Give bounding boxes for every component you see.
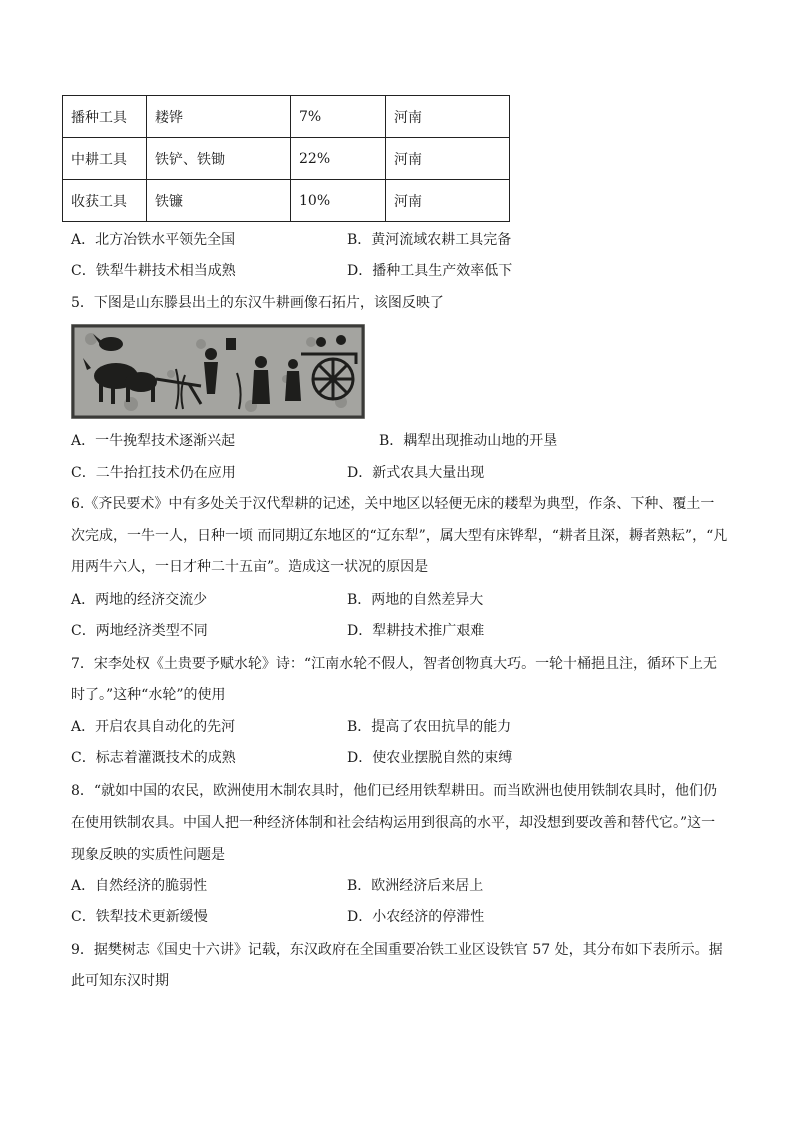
- q8-option-b: B．欧洲经济后来居上: [347, 878, 484, 894]
- q8-stem-line-1: 8．“就如中国的农民，欧洲使用木制农具时，他们已经用铁犁耕田。而当欧洲也使用铁制农具时，他们仍: [71, 783, 718, 799]
- table-cell: 播种工具: [63, 96, 147, 138]
- q7-option-a: A．开启农具自动化的先河: [71, 719, 236, 735]
- q4-option-d: D．播种工具生产效率低下: [347, 263, 513, 279]
- q5-stem: 5．下图是山东滕县出土的东汉牛耕画像石拓片，该图反映了: [71, 295, 444, 311]
- q7-option-d: D．使农业摆脱自然的束缚: [347, 750, 513, 766]
- table-cell: 7%: [291, 96, 386, 138]
- table-cell: 铁铲、铁锄: [147, 138, 291, 180]
- q4-option-b: B．黄河流域农耕工具完备: [347, 232, 512, 248]
- table-cell: 河南: [386, 138, 510, 180]
- q5-option-a: A．一牛挽犁技术逐渐兴起: [71, 433, 236, 449]
- tools-table: [62, 95, 510, 222]
- q6-stem-line-3: 用两牛六人，一日才种二十五亩”。造成这一状况的原因是: [71, 559, 429, 575]
- table-row: [63, 138, 510, 180]
- table-row: [63, 180, 510, 222]
- table-cell: 河南: [386, 96, 510, 138]
- table-cell: 河南: [386, 180, 510, 222]
- q7-stem-line-1: 7．宋李处权《土贵要予赋水轮》诗：“江南水轮不假人，智者创物真大巧。一轮十桶挹且注，循环下上无: [71, 656, 718, 672]
- q8-option-d: D．小农经济的停滞性: [347, 909, 485, 925]
- table-cell: 22%: [291, 138, 386, 180]
- q8-stem-line-3: 现象反映的实质性问题是: [71, 847, 225, 863]
- table-cell: 铁镰: [147, 180, 291, 222]
- q6-option-c: C．两地经济类型不同: [71, 623, 208, 639]
- q5-option-b: B．耦犁出现推动山地的开垦: [379, 433, 558, 449]
- q6-stem-line-1: 6.《齐民要术》中有多处关于汉代犁耕的记述，关中地区以轻便无床的耧犁为典型，作条、下种、覆土一: [71, 496, 715, 512]
- q7-option-b: B．提高了农田抗旱的能力: [347, 719, 512, 735]
- q8-option-a: A．自然经济的脆弱性: [71, 878, 208, 894]
- q4-option-a: A．北方冶铁水平领先全国: [71, 232, 236, 248]
- q4-option-c: C．铁犁牛耕技术相当成熟: [71, 263, 236, 279]
- q6-option-d: D．犁耕技术推广艰难: [347, 623, 485, 639]
- q5-option-d: D．新式农具大量出现: [347, 465, 485, 481]
- ox-plowing-rubbing-image: [71, 324, 365, 419]
- q8-stem-line-2: 在使用铁制农具。中国人把一种经济体制和社会结构运用到很高的水平，却没想到要改善和替代它。”这一: [71, 815, 716, 831]
- q8-option-c: C．铁犁技术更新缓慢: [71, 909, 208, 925]
- table-cell: 中耕工具: [63, 138, 147, 180]
- q6-option-b: B．两地的自然差异大: [347, 592, 484, 608]
- table-cell: 耧铧: [147, 96, 291, 138]
- q5-option-c: C．二牛抬扛技术仍在应用: [71, 465, 236, 481]
- q7-option-c: C．标志着灌溉技术的成熟: [71, 750, 236, 766]
- table-cell: 收获工具: [63, 180, 147, 222]
- table-cell: 10%: [291, 180, 386, 222]
- q7-stem-line-2: 时了。”这种“水轮”的使用: [71, 687, 226, 703]
- table-row: [63, 96, 510, 138]
- q9-stem-line-1: 9．据樊树志《国史十六讲》记载，东汉政府在全国重要冶铁工业区设铁官 57 处，其分布如下表所示。据: [71, 942, 723, 958]
- q6-option-a: A．两地的经济交流少: [71, 592, 208, 608]
- q9-stem-line-2: 此可知东汉时期: [71, 973, 169, 989]
- q6-stem-line-2: 次完成，一牛一人，日种一顷 而同期辽东地区的“辽东犁”，属大型有床铧犁，“耕者且深，耨者熟耘”，“凡: [71, 528, 728, 544]
